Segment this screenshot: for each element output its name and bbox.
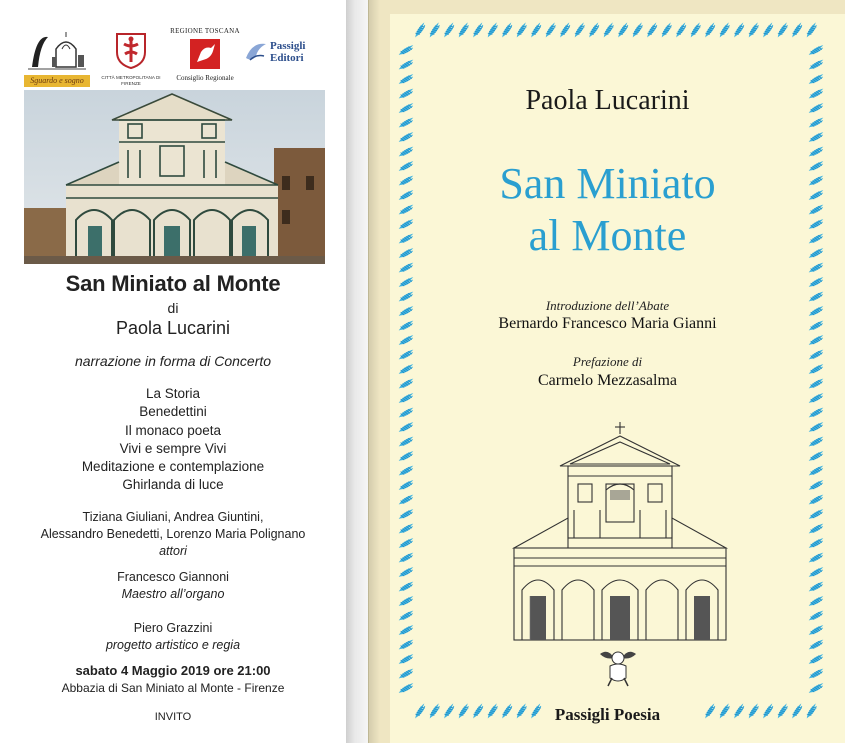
feather-icon [809,451,823,462]
actors-credit [0,509,346,560]
church-facade-photo [24,90,325,264]
church-engraving-icon [510,420,730,645]
feather-icon [559,23,571,37]
feather-icon [809,480,823,491]
feather-icon [809,495,823,506]
feather-icon [487,23,499,37]
feather-icon [399,132,413,143]
book-spine-shadow [368,0,380,743]
feather-icon [809,74,823,85]
feather-icon [399,553,413,564]
feather-icon [632,23,644,37]
actors-names-line1: Tiziana Giuliani, Andrea Giuntini, [82,510,264,524]
feather-icon [399,669,413,680]
flyer-title: San Miniato al Monte [65,271,281,296]
feather-icon [809,60,823,71]
feather-icon [399,509,413,520]
flyer-author: Paola Lucarini [115,318,231,338]
florence-lily-crest-icon [114,30,148,70]
feather-icon [809,524,823,535]
feather-icon [443,23,455,37]
flyer-subtitle: narrazione in forma di Concerto [74,353,272,369]
book-author: Paola Lucarini [525,85,690,116]
feather-icon [809,263,823,274]
feather-icon [399,277,413,288]
feather-icon [399,147,413,158]
feather-icon [806,23,818,37]
feather-icon [809,466,823,477]
pegasus-flag-icon [189,38,221,70]
feather-icon [399,495,413,506]
feather-icon [809,393,823,404]
regione-toscana-logo [165,27,245,87]
passigli-logo-label: Passigli Editori [270,40,306,64]
intro-label: Introduzione dell’Abate [545,298,670,313]
feather-icon [809,335,823,346]
sguardo-e-sogno-logo [24,27,90,87]
feather-icon [809,118,823,129]
feather-icon [501,23,513,37]
event-date: sabato 4 Maggio 2019 ore 21:00 [75,663,271,678]
organist-name: Francesco Giannoni [117,570,229,584]
feather-icon [809,611,823,622]
actors-names-line2: Alessandro Benedetti, Lorenzo Maria Polignano [40,527,306,541]
feather-icon [809,669,823,680]
feather-icon [719,23,731,37]
feather-icon [399,60,413,71]
feather-icon [809,408,823,419]
feather-icon [399,567,413,578]
feather-icon [675,23,687,37]
book-title-line2: al Monte [528,211,687,260]
director-credit [0,620,346,654]
book-title-line1: San Miniato [499,159,716,208]
feather-icon [617,23,629,37]
feather-icon [399,625,413,636]
feather-icon [399,408,413,419]
firenze-metro-logo [101,27,161,87]
feather-icon [762,23,774,37]
feather-icon [399,74,413,85]
feather-icon [809,596,823,607]
feather-icon [588,23,600,37]
program-item: Il monaco poeta [124,422,222,438]
feather-icon [458,23,470,37]
feather-icon [704,23,716,37]
feather-icon [516,23,528,37]
book-publisher: Passigli Poesia [554,705,661,724]
feather-icon [809,45,823,56]
preface-name: Carmelo Mezzasalma [537,372,678,389]
passigli-bird-icon [244,38,268,66]
program-item: Vivi e sempre Vivi [119,440,227,456]
feather-icon [809,654,823,665]
feather-icon [399,654,413,665]
feather-icon [399,422,413,433]
feather-icon [399,596,413,607]
feather-icon [791,23,803,37]
sguardo-logo-label: Sguardo e sogno [24,75,90,87]
feather-icon [690,23,702,37]
event-venue: Abbazia di San Miniato al Monte - Firenze [61,681,285,695]
feather-icon [809,147,823,158]
preface-label: Prefazione di [572,354,643,369]
feather-icon [646,23,658,37]
feather-icon [809,509,823,520]
feather-icon [399,437,413,448]
feather-icon [399,118,413,129]
feather-icon [399,640,413,651]
cherub-icon [596,646,640,688]
feather-icon [809,683,823,694]
feather-icon [777,23,789,37]
program-item: Meditazione e contemplazione [81,459,265,475]
feather-icon [399,524,413,535]
event-flyer [0,0,346,743]
feather-icon [399,683,413,694]
feather-icon [809,277,823,288]
page-gutter [346,0,368,743]
passigli-editori-logo [240,34,330,74]
director-role: progetto artistico e regia [105,638,241,652]
feather-icon [399,611,413,622]
feather-icon [809,582,823,593]
feather-icon [414,23,426,37]
feather-icon [809,640,823,651]
feather-icon [603,23,615,37]
feather-icon [399,393,413,404]
feather-icon [574,23,586,37]
flyer-di: di [167,300,179,316]
toscana-top-label: REGIONE TOSCANA [170,27,240,35]
feather-icon [399,263,413,274]
feather-icon [472,23,484,37]
feather-icon [809,437,823,448]
feather-icon [429,23,441,37]
firenze-logo-label: CITTÀ METROPOLITANA DI FIRENZE [101,75,161,86]
book-title [380,158,835,262]
program-item: La Storia [145,386,201,401]
organist-role: Maestro all’organo [121,587,225,601]
intro-name: Bernardo Francesco Maria Gianni [498,315,717,332]
invito-label: INVITO [154,711,192,723]
feather-icon [809,132,823,143]
toscana-bottom-label: Consiglio Regionale [176,74,234,82]
feather-icon [399,582,413,593]
feather-icon [809,538,823,549]
feather-icon [530,23,542,37]
feather-icon [545,23,557,37]
feather-icon [399,538,413,549]
feather-icon [733,23,745,37]
feather-icon [399,466,413,477]
feather-icon [399,480,413,491]
program-item: Benedettini [139,404,207,420]
feather-icon [809,422,823,433]
feather-icon [661,23,673,37]
program-item: Ghirlanda di luce [122,477,224,493]
program-list [0,385,346,495]
feather-icon [748,23,760,37]
duomo-sketch-icon [26,27,88,73]
feather-icon [809,625,823,636]
feather-icon [809,553,823,564]
director-name: Piero Grazzini [133,621,213,635]
feather-icon [399,335,413,346]
feather-icon [809,567,823,578]
organist-credit [0,569,346,603]
feather-icon [399,451,413,462]
actors-role: attori [159,544,187,558]
feather-icon [399,45,413,56]
